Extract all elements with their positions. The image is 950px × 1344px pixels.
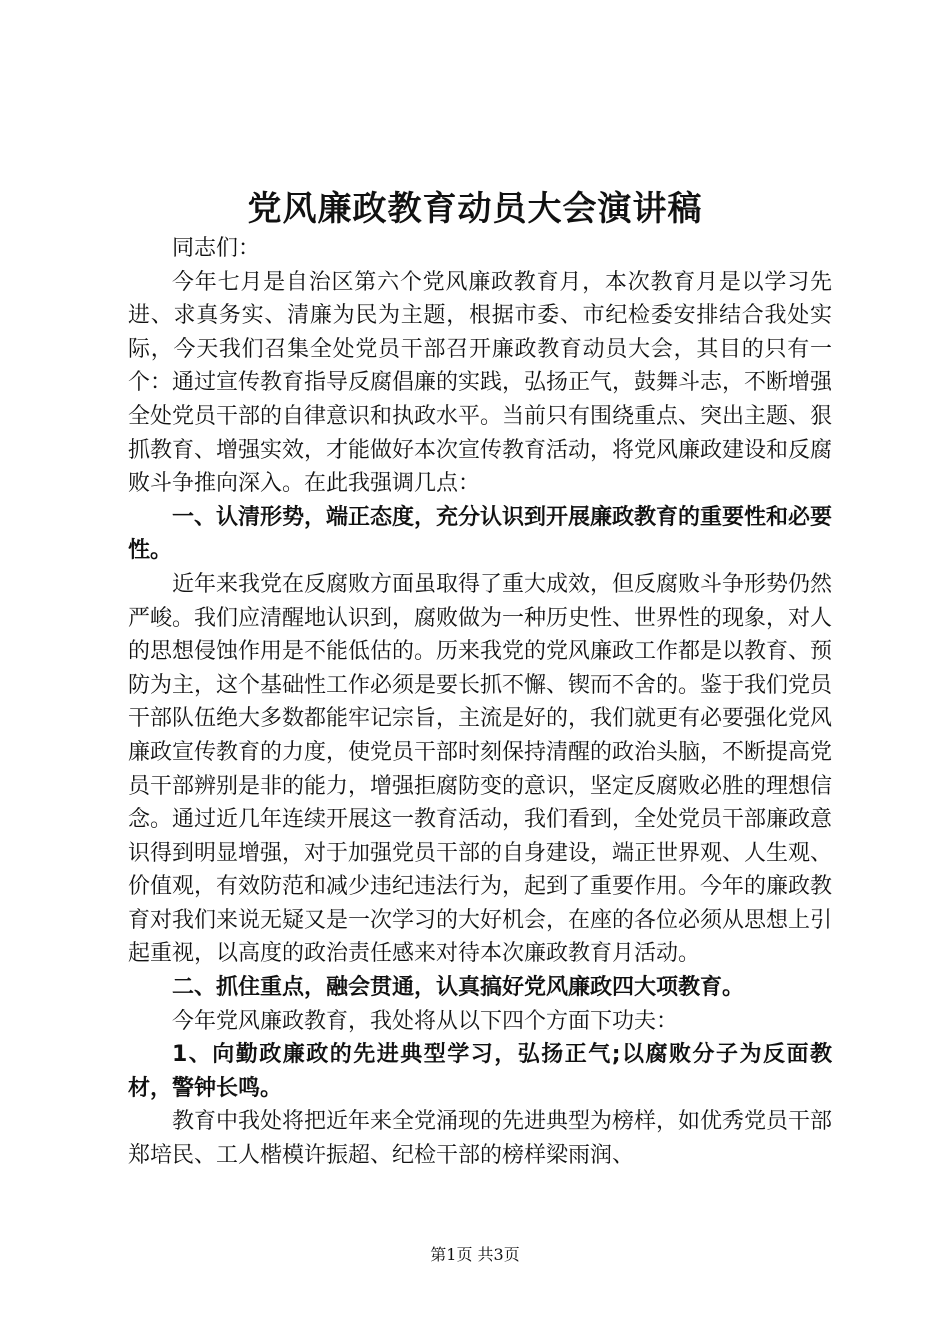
- body-paragraph: 今年七月是自治区第六个党风廉政教育月，本次教育月是以学习先进、求真务实、清廉为民为主题，根据市委、市纪检委安排结合我处实际，今天我们召集全处党员干部召开廉政教育动员大会，其目的只有一个：通过宣传教育指导反腐倡廉的实践，弘扬正气，鼓舞斗志，不断增强全处党员干部的自律意识和执政水平。当前只有围绕重点、突出主题、狠抓教育、增强实效，才能做好本次宣传教育活动，将党风廉政建设和反腐败斗争推向深入。在此我强调几点：: [128, 269, 833, 497]
- page-footer: 第1页 共3页: [430, 1245, 520, 1264]
- salutation: 同志们：: [172, 236, 261, 261]
- section-heading: 一、认清形势，端正态度，充分认识到开展廉政教育的重要性和必要性。: [128, 504, 833, 564]
- body-paragraph: 教育中我处将把近年来全党涌现的先进典型为榜样，如优秀党员干部郑培民、工人楷模许振超、纪检干部的榜样梁雨润、: [128, 1109, 833, 1169]
- body-paragraph: 近年来我党在反腐败方面虽取得了重大成效，但反腐败斗争形势仍然严峻。我们应清醒地认识到，腐败做为一种历史性、世界性的现象，对人的思想侵蚀作用是不能低估的。历来我党的党风廉政工作都是以教育、预防为主，这个基础性工作必须是要长抓不懈、锲而不舍的。鉴于我们党员干部队伍绝大多数都能牢记宗旨，主流是好的，我们就更有必要强化党风廉政宣传教育的力度，使党员干部时刻保持清醒的政治头脑，不断提高党员干部辨别是非的能力，增强拒腐防变的意识，坚定反腐败必胜的理想信念。通过近几年连续开展这一教育活动，我们看到，全处党员干部廉政意识得到明显增强，对于加强党员干部的自身建设，端正世界观、人生观、价值观，有效防范和减少违纪违法行为，起到了重要作用。今年的廉政教育对我们来说无疑又是一次学习的大好机会，在座的各位必须从思想上引起重视，以高度的政治责任感来对待本次廉政教育月活动。: [128, 571, 833, 967]
- section-heading: 二、抓住重点，融会贯通，认真搞好党风廉政四大项教育。: [172, 975, 745, 1001]
- document-title: 党风廉政教育动员大会演讲稿: [247, 189, 703, 229]
- subsection-heading: 1、向勤政廉政的先进典型学习，弘扬正气;以腐败分子为反面教材，警钟长鸣。: [128, 1042, 832, 1101]
- body-paragraph: 今年党风廉政教育，我处将从以下四个方面下功夫：: [172, 1008, 679, 1034]
- document-body: [128, 232, 832, 1173]
